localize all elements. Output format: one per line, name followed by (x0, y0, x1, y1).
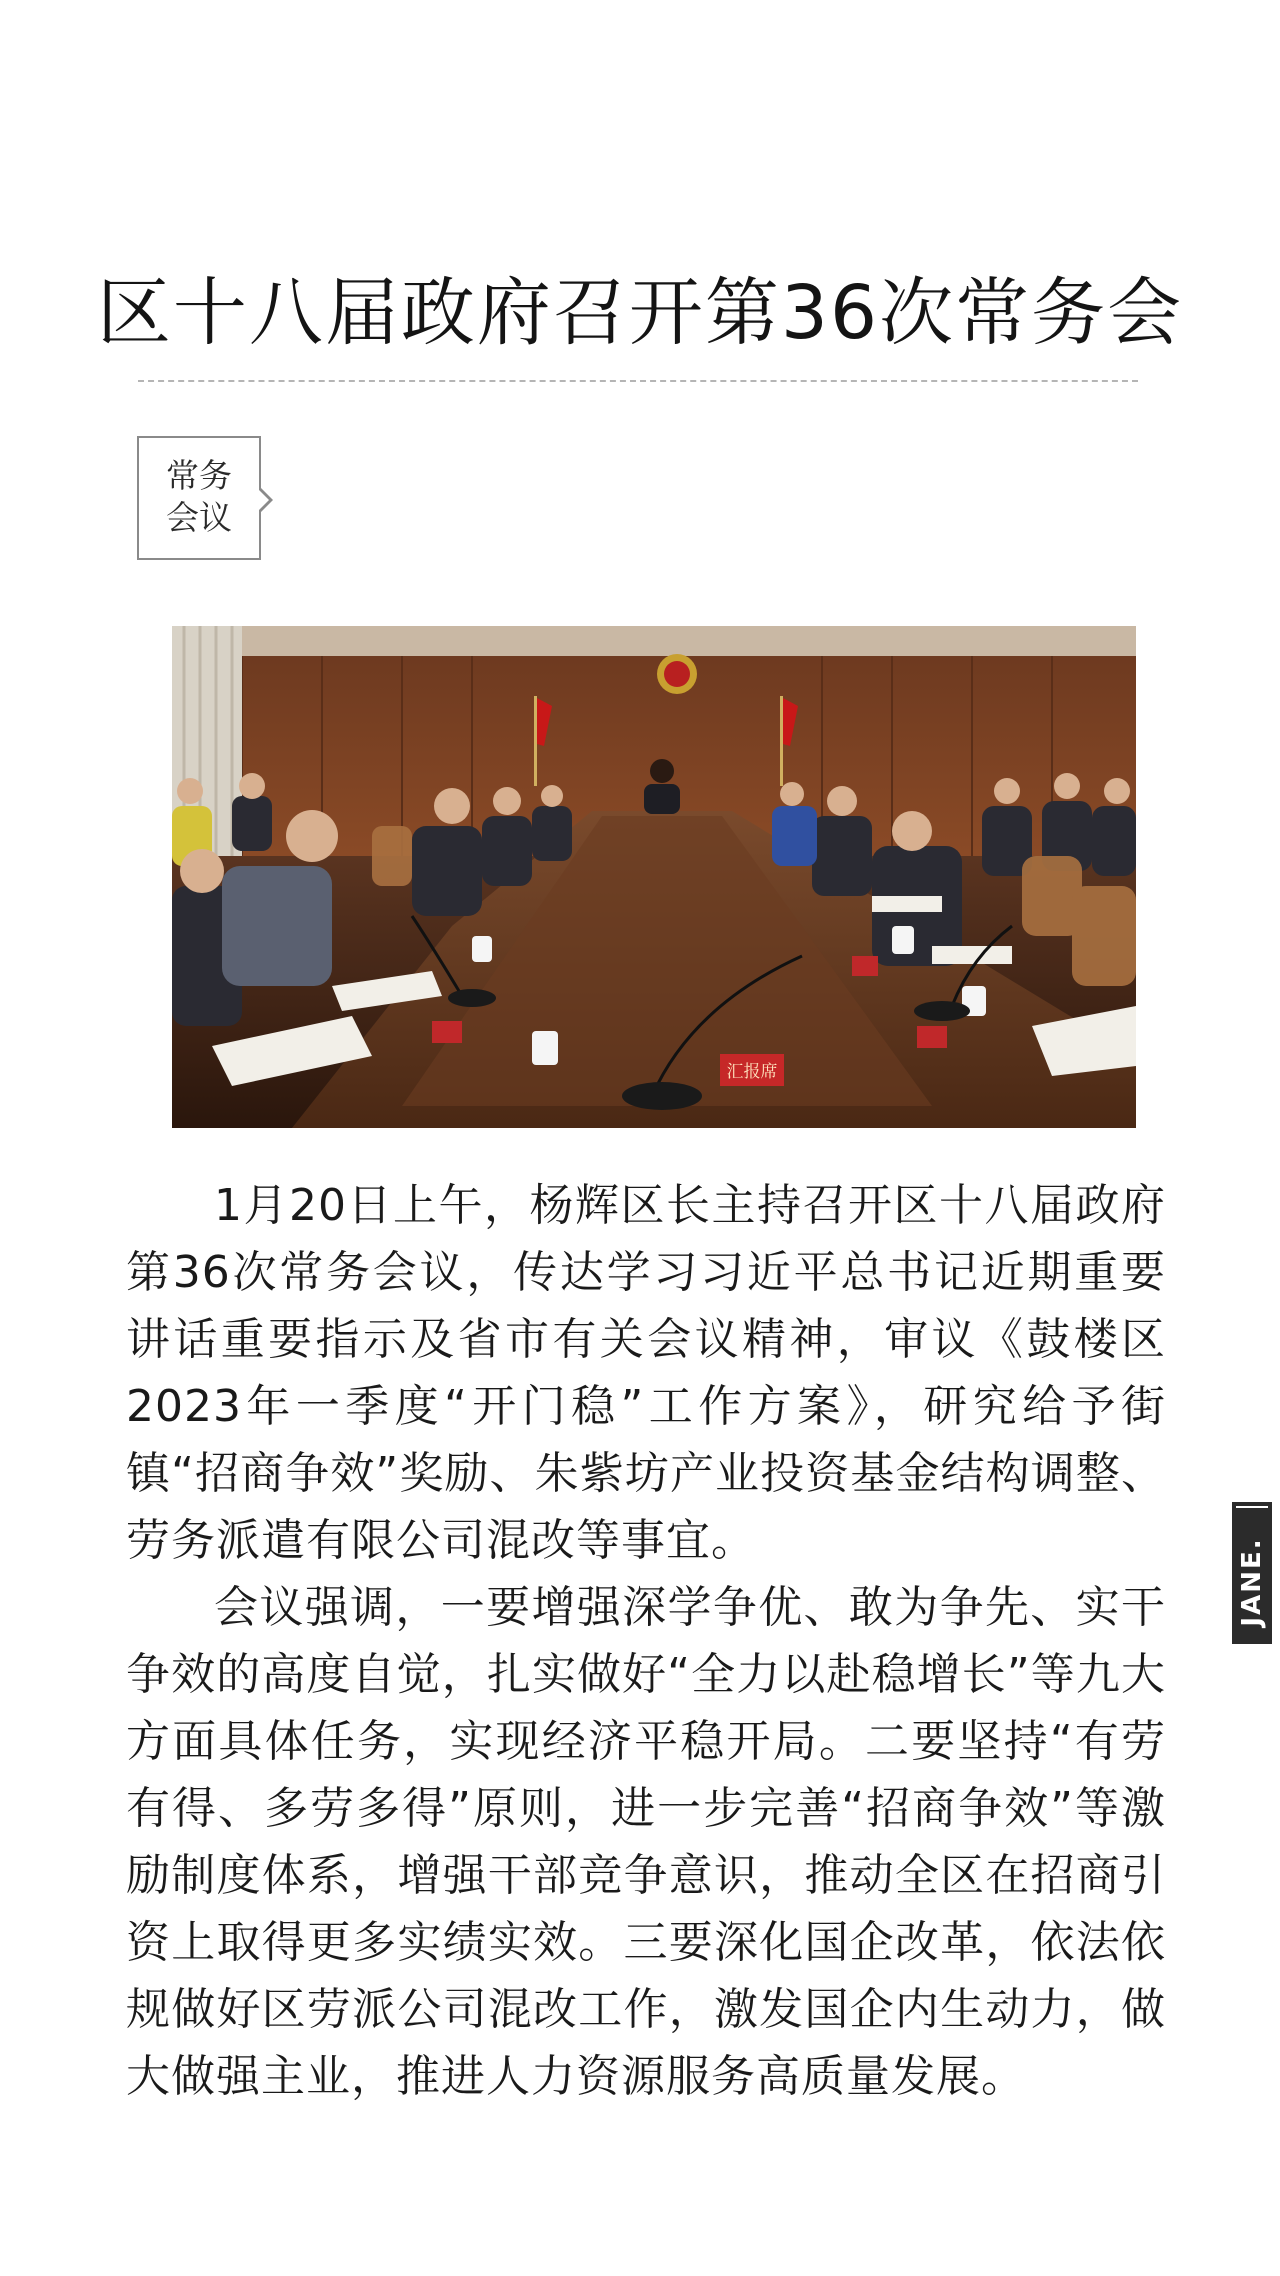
meeting-photo (172, 626, 1136, 1128)
category-tag (137, 436, 261, 560)
category-tag-line2: 会议 (166, 498, 232, 537)
article-body (126, 1172, 1166, 2110)
title-divider (138, 380, 1138, 382)
watermark-badge (1232, 1502, 1272, 1644)
watermark-line (1236, 1506, 1268, 1508)
tag-arrow-inner (259, 490, 269, 510)
category-tag-line1: 常务 (166, 456, 232, 495)
article-title: 区十八届政府召开第36次常务会 (96, 270, 1184, 356)
watermark-text: JANE. (1237, 1537, 1267, 1627)
paragraph-1: 1月20日上午，杨辉区长主持召开区十八届政府第36次常务会议，传达学习习近平总书记近期重要讲话重要指示及省市有关会议精神，审议《鼓楼区2023年一季度“开门稳”工作方案》，研究给予街镇“招商争效”奖励、朱紫坊产业投资基金结构调整、劳务派遣有限公司混改等事宜。 (126, 1180, 1166, 1566)
paragraph-2: 会议强调，一要增强深学争优、敢为争先、实干争效的高度自觉，扎实做好“全力以赴稳增长”等九大方面具体任务，实现经济平稳开局。二要坚持“有劳有得、多劳多得”原则，进一步完善“招商争效”等激励制度体系，增强干部竞争意识，推动全区在招商引资上取得更多实绩实效。三要深化国企改革，依法依规做好区劳派公司混改工作，激发国企内生动力，做大做强主业，推进人力资源服务高质量发展。 (126, 1582, 1166, 2102)
desk-sign-text: 汇报席 (726, 1062, 778, 1082)
